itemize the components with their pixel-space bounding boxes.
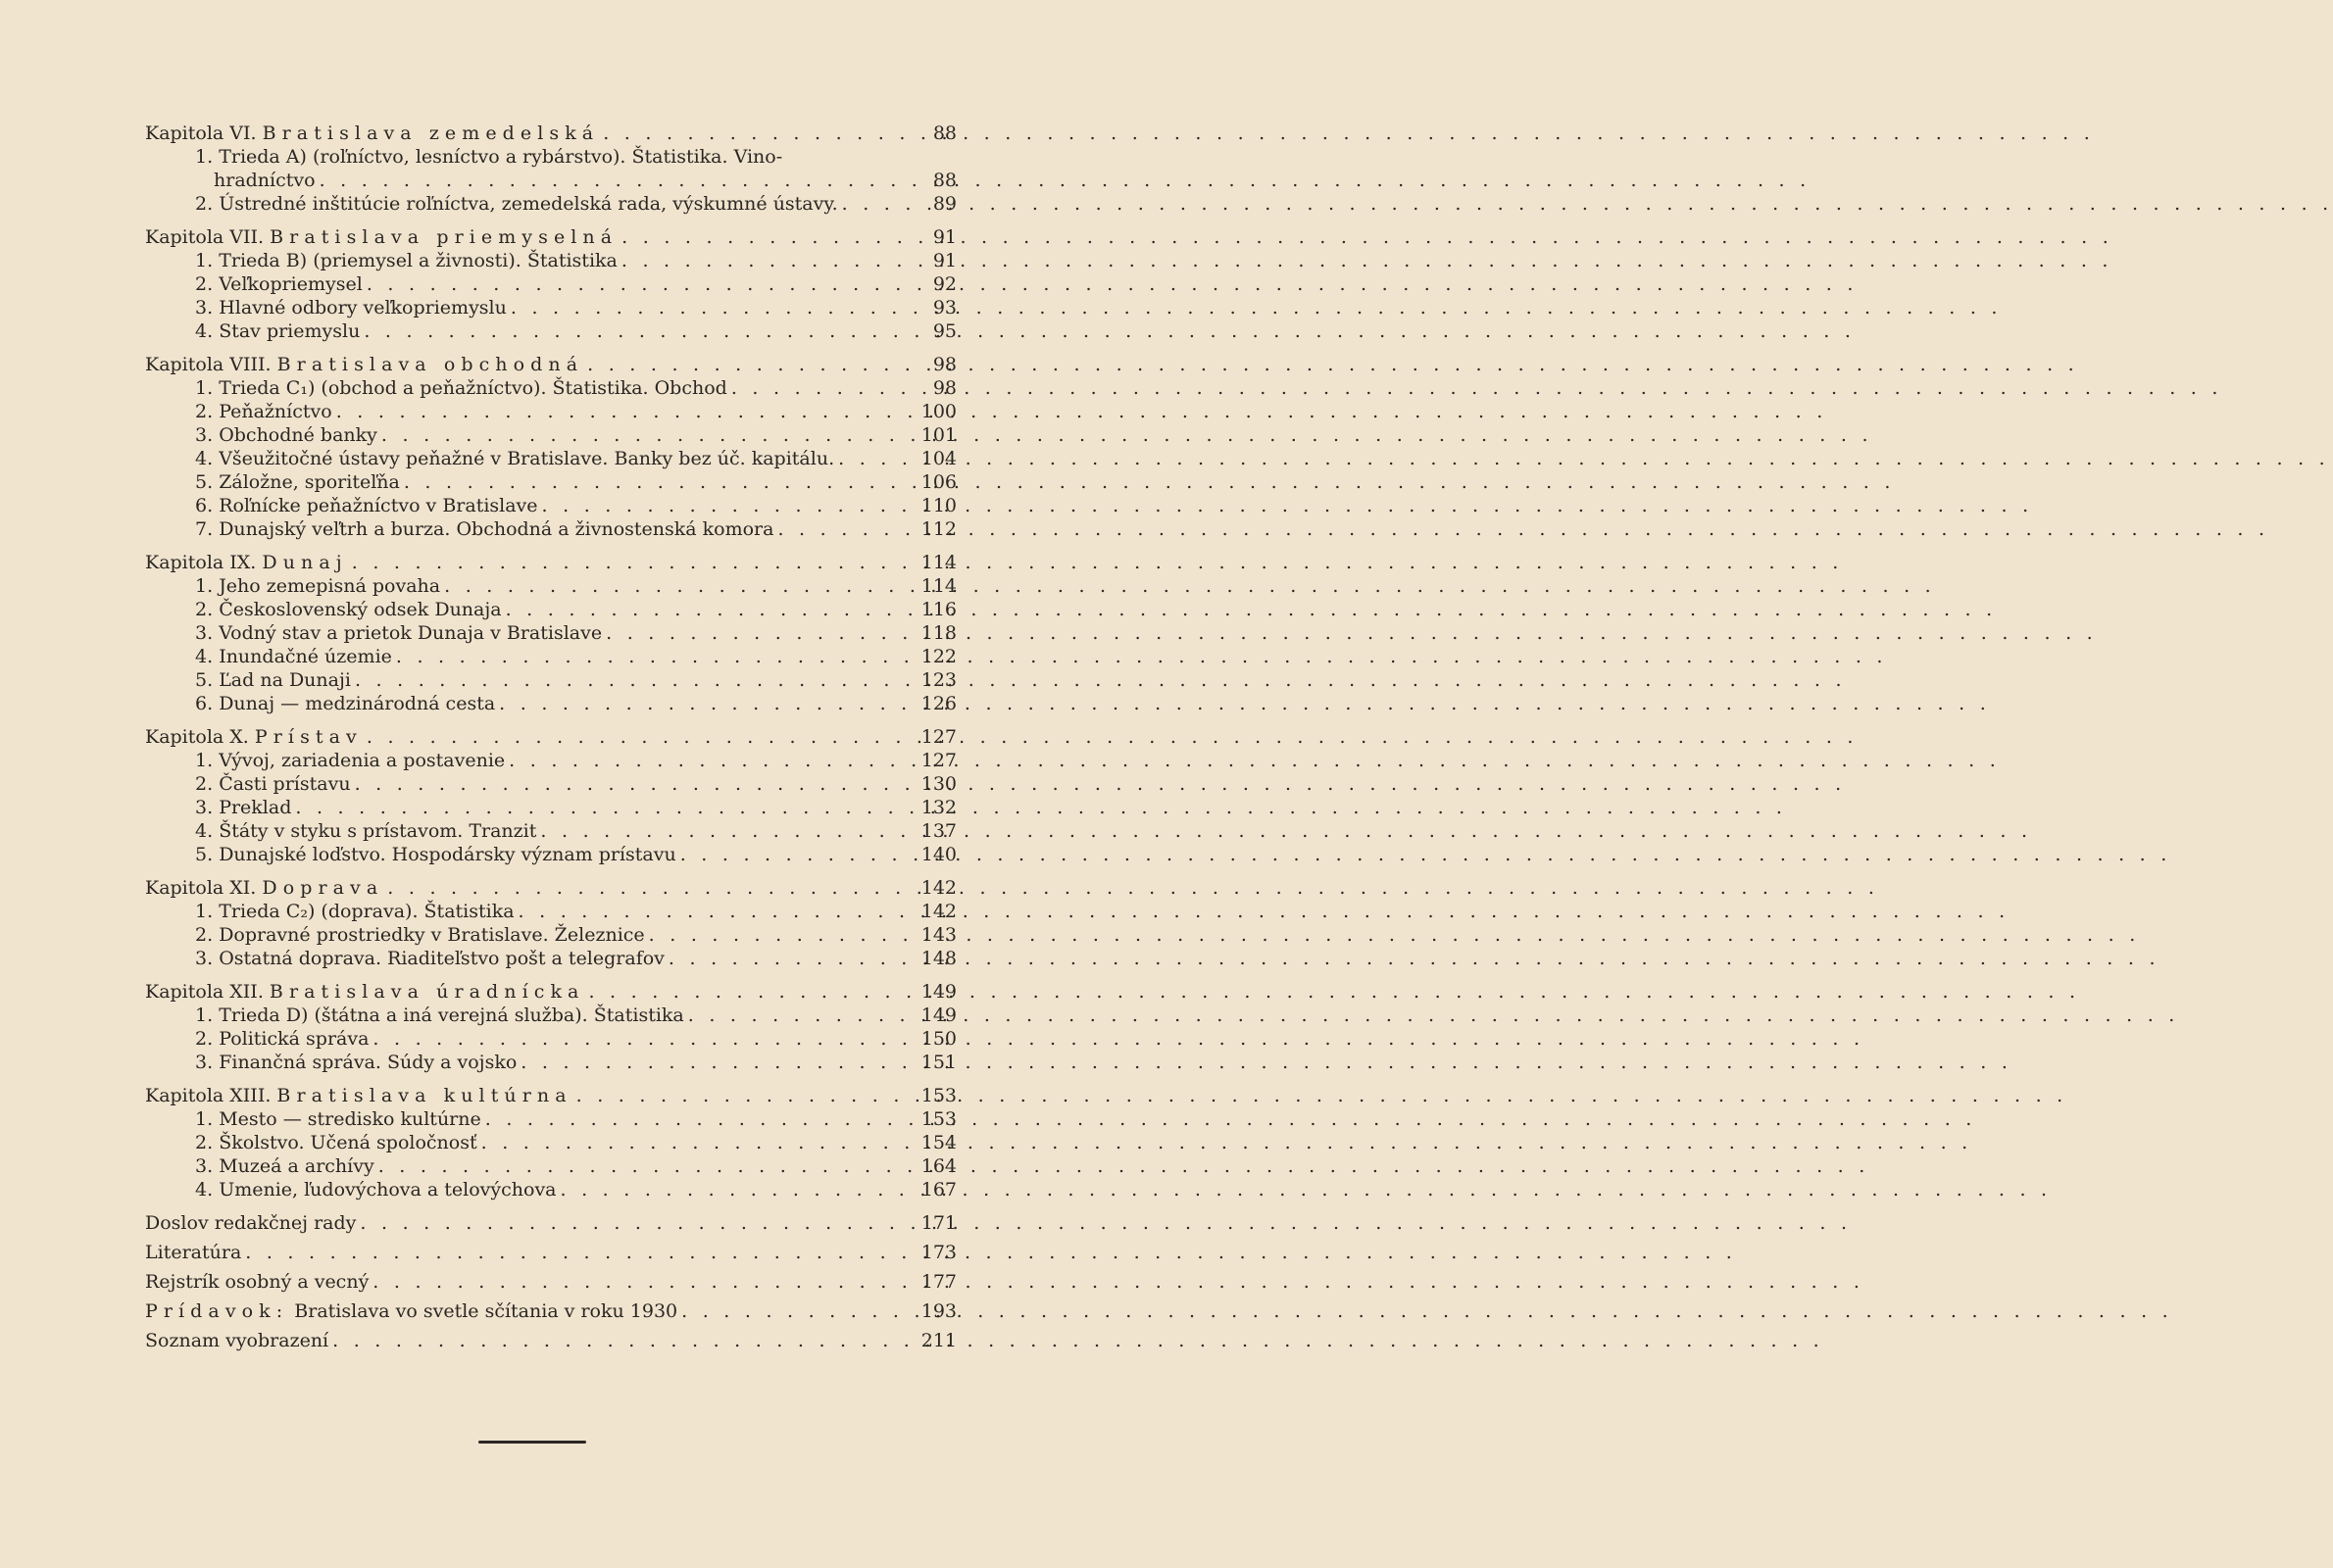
section-entry[interactable] [145,423,957,447]
page-number: 167 [920,1179,957,1200]
section-number: 4. [195,1179,214,1200]
dot-leader [369,1270,919,1294]
section-title: Umenie, ľudovýchova a telovýchova [219,1179,557,1200]
section-entry[interactable] [145,692,957,715]
section-title: Vodný stav a prietok Dunaja v Bratislave [219,622,603,644]
section-entry[interactable] [145,1107,957,1131]
page-number: 127 [920,750,957,771]
section-number: 1. [195,377,214,399]
entry-title [195,749,505,772]
section-entry[interactable] [145,319,957,343]
section-entry[interactable] [145,1178,957,1201]
section-number: 1. [195,250,214,271]
dot-leader [374,1154,919,1178]
dot-leader [665,947,919,970]
chapter-title: Bratislava obchodná [276,354,584,375]
section-title: Ľad na Dunaji [219,669,351,691]
entry-title [195,692,495,715]
section-entry[interactable] [145,296,957,319]
section-entry[interactable] [145,621,957,645]
section-number: 2. [195,1028,214,1050]
section-title: Záložne, sporiteľňa [219,471,400,493]
section-number: 5. [195,844,214,865]
section-title: Dunajské loďstvo. Hospodársky význam prístavu [219,844,676,865]
section-number: 3. [195,297,214,318]
dot-leader [507,296,919,319]
spacer [145,343,957,353]
backmatter-title: Soznam vyobrazení [145,1330,329,1351]
page-number: 112 [920,518,957,540]
section-entry[interactable] [145,1027,957,1051]
dot-leader [684,1004,919,1027]
page-number: 98 [932,354,957,375]
section-title: Jeho zemepisná povaha [219,575,441,597]
dot-leader [838,192,919,216]
page-number: 153 [920,1085,957,1106]
spacer [145,866,957,876]
dot-leader [536,819,919,843]
chapter-label: Kapitola XI. [145,877,257,899]
section-number: 2. [195,1132,214,1153]
chapter-label: Kapitola X. [145,726,249,748]
section-number: 2. [195,401,214,422]
chapter-entry[interactable] [145,980,957,1004]
backmatter-title: Doslov redakčnej rady [145,1212,357,1234]
dot-leader [584,980,919,1004]
section-title: Dunajský veľtrh a burza. Obchodná a živnostenská komora [219,518,774,540]
chapter-entry[interactable] [145,551,957,574]
section-title: Časti prístavu [219,773,351,795]
dot-leader [351,772,919,796]
chapter-title: Bratislava zemedelská [262,122,600,144]
page-number: 148 [920,948,957,969]
entry-title [145,876,383,900]
dot-leader [477,1131,919,1154]
dot-leader [495,692,919,715]
section-number: 3. [195,622,214,644]
chapter-entry[interactable] [145,725,957,749]
section-number: 2. [195,193,214,215]
entry-title [195,1027,369,1051]
backmatter-entry[interactable] [145,1241,957,1264]
dot-leader [351,668,919,692]
page-number: 173 [920,1242,957,1263]
section-title: hradníctvo [214,170,316,191]
dot-leader [377,423,919,447]
entry-title [145,1329,328,1352]
chapter-entry[interactable] [145,122,957,145]
page-number: 164 [920,1155,957,1177]
entry-title [195,1154,374,1178]
section-title: Peňažníctvo [219,401,332,422]
section-entry[interactable] [145,772,957,796]
spacer [145,715,957,725]
dot-leader [356,1211,919,1235]
dot-leader [583,353,919,376]
backmatter-title: Literatúra [145,1242,242,1263]
chapter-entry[interactable] [145,225,957,249]
dot-leader [328,1329,919,1352]
section-entry[interactable] [145,249,957,272]
chapter-entry[interactable] [145,876,957,900]
section-entry[interactable] [145,645,957,668]
dot-leader [392,645,919,668]
dot-leader [645,923,919,947]
section-number: 2. [195,599,214,620]
section-title: Veľkopriemysel [219,273,363,295]
section-number: 1. [195,1108,214,1130]
section-number: 1. [195,146,214,168]
backmatter-entry[interactable] [145,1329,957,1352]
entry-title [195,1051,517,1074]
page-number: 126 [920,693,957,714]
dot-leader [383,876,919,900]
entry-title [195,494,538,517]
section-number: 3. [195,797,214,818]
page-number: 154 [920,1132,957,1153]
page-number: 104 [920,448,957,469]
page-number: 114 [920,552,957,573]
page-number: 142 [920,877,957,899]
dot-leader [572,1084,919,1107]
section-entry[interactable] [145,749,957,772]
entry-title [195,598,502,621]
spacer [145,216,957,225]
page-number: 151 [920,1052,957,1073]
entry-title [195,447,834,470]
section-entry[interactable] [145,923,957,947]
section-number: 5. [195,669,214,691]
entry-title [145,353,583,376]
backmatter-entry[interactable] [145,1270,957,1294]
page-number: 171 [920,1212,957,1234]
entry-title [195,772,351,796]
document-page [0,0,1130,1568]
page-number: 93 [932,297,957,318]
section-number: 3. [195,948,214,969]
dot-leader [677,1299,919,1323]
entry-title [195,1107,481,1131]
chapter-title: Doprava [262,877,384,899]
page-number: 142 [920,901,957,922]
section-title: Vývoj, zariadenia a postavenie [219,750,506,771]
section-title: Obchodné banky [219,424,377,446]
entry-title [145,980,584,1004]
chapter-label: Kapitola XII. [145,981,264,1003]
chapter-label: Kapitola VIII. [145,354,272,375]
page-number: 88 [932,170,957,191]
page-number: 177 [920,1271,957,1293]
page-number: 193 [920,1300,957,1322]
page-number: 123 [920,669,957,691]
entry-title [195,470,400,494]
section-number: 1. [195,901,214,922]
entry-title [195,249,618,272]
section-entry[interactable] [145,796,957,819]
page-number: 149 [920,1004,957,1026]
section-number: 1. [195,1004,214,1026]
entry-title [145,225,618,249]
entry-title [195,574,440,598]
dot-leader [316,169,919,192]
chapter-label: Kapitola VII. [145,226,265,248]
chapter-title: Bratislava kultúrna [276,1085,572,1106]
page-number: 116 [920,599,957,620]
section-entry[interactable] [145,819,957,843]
entry-title [195,1131,477,1154]
section-entry[interactable] [145,470,957,494]
entry-title [195,668,351,692]
entry-title [195,900,515,923]
backmatter-entry[interactable] [145,1211,957,1235]
section-entry[interactable] [145,494,957,517]
section-title: Trieda C₁) (obchod a peňažníctvo). Štatistika. Obchod [219,377,727,399]
section-entry[interactable] [145,1154,957,1178]
section-number: 6. [195,693,214,714]
dot-leader [440,574,919,598]
spacer [145,541,957,551]
section-number: 3. [195,424,214,446]
dot-leader [363,725,919,749]
dot-leader [363,272,919,296]
entry-title [195,1178,557,1201]
chapter-entry[interactable] [145,1084,957,1107]
chapter-label: Kapitola VI. [145,122,257,144]
dot-leader [557,1178,919,1201]
entry-title [195,796,291,819]
page-number: 101 [920,424,957,446]
dot-leader [400,470,919,494]
section-title: Školstvo. Učená spoločnosť [219,1132,477,1153]
page-number: 127 [920,726,957,748]
section-title: Roľnícke peňažníctvo v Bratislave [219,495,538,516]
dot-leader [676,843,919,866]
section-title: Trieda B) (priemysel a živnosti). Štatistika [219,250,618,271]
page-number: 140 [920,844,957,865]
chapter-title: Bratislava úradnícka [269,981,585,1003]
dot-leader [348,551,919,574]
section-number: 7. [195,518,214,540]
spacer [145,1201,957,1211]
dot-leader [291,796,919,819]
dot-leader [538,494,919,517]
section-title: Inundačné územie [219,646,392,667]
entry-title [195,819,536,843]
chapter-title: Bratislava priemyselná [270,226,619,248]
page-number: 130 [920,773,957,795]
section-number: 5. [195,471,214,493]
dot-leader [369,1027,919,1051]
dot-leader [360,319,919,343]
spacer [145,1352,957,1358]
section-number: 4. [195,820,214,842]
page-number: 132 [920,797,957,818]
entry-title [145,725,363,749]
section-entry[interactable] [145,900,957,923]
section-entry-continuation[interactable] [145,169,957,192]
dot-leader [502,598,919,621]
section-title: Preklad [219,797,292,818]
section-entry[interactable] [145,1004,957,1027]
section-number: 3. [195,1052,214,1073]
section-title: Trieda A) (roľníctvo, lesníctvo a rybárstvo). Štatistika. Vino- [219,146,783,168]
entry-title [195,400,332,423]
page-number: 143 [920,924,957,946]
page-number: 122 [920,646,957,667]
section-title: Ústredné inštitúcie roľníctva, zemedelská rada, výskumné ústavy. [219,193,838,215]
section-title: Finančná správa. Súdy a vojsko [219,1052,518,1073]
section-title: Trieda D) (štátna a iná verejná služba). Štatistika [219,1004,684,1026]
entry-title [195,645,392,668]
entry-title [195,272,363,296]
backmatter-entry[interactable] [145,1299,957,1323]
page-number: 110 [920,495,957,516]
chapter-title: Dunaj [262,552,348,573]
page-number: 89 [932,193,957,215]
section-number: 1. [195,750,214,771]
section-number: 4. [195,320,214,342]
section-title: Muzeá a archívy [219,1155,374,1177]
spacer [145,1074,957,1084]
section-number: 2. [195,924,214,946]
chapter-label: Kapitola XIII. [145,1085,272,1106]
section-number: 2. [195,273,214,295]
page-number: 91 [932,226,957,248]
section-title: Trieda C₂) (doprava). Štatistika [219,901,515,922]
entry-title [195,517,773,541]
entry-title [145,1241,241,1264]
dot-leader [599,122,919,145]
section-entry[interactable] [145,192,957,216]
section-entry[interactable] [145,1051,957,1074]
entry-title [145,122,599,145]
dot-leader [727,376,919,400]
backmatter-title: Bratislava vo svetle sčítania v roku 1930 [294,1300,678,1322]
entry-title [195,923,645,947]
table-of-contents [145,122,957,1358]
section-title: Štáty v styku s prístavom. Tranzit [219,820,537,842]
closing-rule [478,1441,586,1444]
dot-leader [332,400,919,423]
section-entry[interactable] [145,376,957,400]
entry-title [195,376,727,400]
page-number: 150 [920,1028,957,1050]
section-number: 1. [195,575,214,597]
section-title: Dunaj — medzinárodná cesta [219,693,496,714]
section-title: Politická správa [219,1028,370,1050]
entry-title [145,1084,572,1107]
section-entry[interactable] [145,1131,957,1154]
entry-title [195,947,665,970]
dot-leader [515,900,919,923]
page-number: 98 [932,377,957,399]
section-title: Hlavné odbory veľkopriemyslu [219,297,507,318]
page-number: 95 [932,320,957,342]
page-number: 118 [920,622,957,644]
section-entry[interactable] [145,517,957,541]
page-number: 211 [920,1330,957,1351]
dot-leader [618,249,919,272]
dot-leader [773,517,919,541]
section-entry[interactable] [145,574,957,598]
entry-title [145,1299,677,1323]
section-title: Všeužitočné ústavy peňažné v Bratislave. Banky bez úč. kapitálu. [219,448,835,469]
page-number: 153 [920,1108,957,1130]
section-title: Ostatná doprava. Riaditeľstvo pošt a telegrafov [219,948,665,969]
page-number: 100 [920,401,957,422]
section-entry[interactable] [145,145,957,169]
chapter-title: Prístav [254,726,363,748]
entry-title [195,843,676,866]
section-entry[interactable] [145,272,957,296]
page-number: 106 [920,471,957,493]
section-number: 3. [195,1155,214,1177]
dot-leader [481,1107,919,1131]
dot-leader [618,225,919,249]
page-number: 149 [920,981,957,1003]
section-number: 4. [195,448,214,469]
section-entry[interactable] [145,400,957,423]
chapter-label: Kapitola IX. [145,552,257,573]
entry-title [195,296,507,319]
page-number: 92 [932,273,957,295]
page-number: 91 [932,250,957,271]
section-number: 4. [195,646,214,667]
section-number: 2. [195,773,214,795]
entry-title [195,319,360,343]
section-title: Mesto — stredisko kultúrne [219,1108,481,1130]
section-entry[interactable] [145,843,957,866]
page-number: 88 [932,122,957,144]
dot-leader [517,1051,919,1074]
section-entry[interactable] [145,598,957,621]
section-title: Stav priemyslu [219,320,361,342]
spacer [145,970,957,980]
chapter-entry[interactable] [145,353,957,376]
dot-leader [834,447,919,470]
entry-title [195,192,838,216]
section-entry[interactable] [145,668,957,692]
entry-title [195,1004,684,1027]
entry-title [214,169,316,192]
page-number: 114 [920,575,957,597]
entry-title [145,551,348,574]
dot-leader [602,621,919,645]
section-title: Dopravné prostriedky v Bratislave. Železnice [219,924,645,946]
entry-title [145,1211,356,1235]
section-entry[interactable] [145,947,957,970]
entry-title [195,423,377,447]
dot-leader [241,1241,919,1264]
appendix-label: Prídavok: [145,1300,289,1322]
page-number: 137 [920,820,957,842]
entry-title [195,145,782,169]
section-entry[interactable] [145,447,957,470]
dot-leader [505,749,919,772]
entry-title [145,1270,369,1294]
section-title: Československý odsek Dunaja [219,599,502,620]
section-number: 6. [195,495,214,516]
entry-title [195,621,602,645]
backmatter-title: Rejstrík osobný a vecný [145,1271,370,1293]
